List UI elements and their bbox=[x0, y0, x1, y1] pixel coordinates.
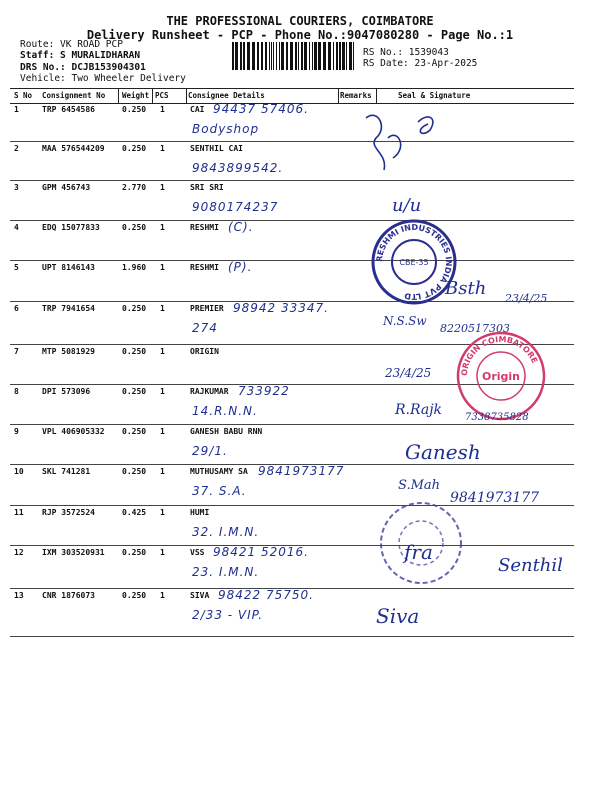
handwritten-phone: 94437 57406. bbox=[213, 102, 309, 116]
row-pcs: 1 bbox=[160, 387, 165, 396]
barcode-bar bbox=[252, 42, 255, 70]
barcode-bar bbox=[336, 42, 338, 70]
row-weight: 0.250 bbox=[122, 304, 147, 313]
row-pcs: 1 bbox=[160, 347, 165, 356]
table-row bbox=[10, 260, 574, 302]
row-weight: 0.250 bbox=[122, 223, 147, 232]
barcode-bar bbox=[346, 42, 347, 70]
row-consignee: ORIGIN bbox=[190, 347, 219, 356]
signature-6-name: N.S.Sw bbox=[383, 314, 427, 328]
handwritten-phone: 98942 33347. bbox=[233, 301, 329, 315]
row-consignee: PREMIER bbox=[190, 304, 224, 313]
row-weight: 0.425 bbox=[122, 508, 147, 517]
col-consignment: Consignment No bbox=[42, 91, 106, 100]
barcode-bar bbox=[271, 42, 272, 70]
row-pcs: 1 bbox=[160, 508, 165, 517]
barcode-bar bbox=[232, 42, 234, 70]
table-row bbox=[10, 141, 574, 181]
barcode-bar bbox=[318, 42, 321, 70]
signature-6-phone: 8220517303 bbox=[440, 322, 510, 335]
staff: Staff: S MURALIDHARAN bbox=[20, 50, 141, 61]
row-consignee: SIVA bbox=[190, 591, 210, 600]
row-consignment: UPT 8146143 bbox=[42, 263, 95, 272]
row-sno: 1 bbox=[14, 105, 19, 114]
row-consignee: SENTHIL CAI bbox=[190, 144, 243, 153]
handwritten-address: 9080174237 bbox=[192, 200, 279, 214]
row-consignment: DPI 573096 bbox=[42, 387, 91, 396]
row-weight: 0.250 bbox=[122, 427, 147, 436]
barcode-bar bbox=[235, 42, 238, 70]
signature-9: Ganesh bbox=[405, 440, 481, 464]
barcode-bar bbox=[328, 42, 331, 70]
handwritten-address: 9843899542. bbox=[192, 161, 284, 175]
barcode-bar bbox=[295, 42, 297, 70]
rs-date: RS Date: 23-Apr-2025 bbox=[363, 58, 478, 69]
row-pcs: 1 bbox=[160, 467, 165, 476]
row-consignee: CAI bbox=[190, 105, 205, 114]
table-row bbox=[10, 545, 574, 589]
row-consignee: MUTHUSAMY SA bbox=[190, 467, 248, 476]
row-consignment: TRP 7941654 bbox=[42, 304, 95, 313]
row-weight: 0.250 bbox=[122, 467, 147, 476]
handwritten-phone: 98422 75750. bbox=[218, 588, 314, 602]
barcode-bar bbox=[240, 42, 242, 70]
row-consignment: GPM 456743 bbox=[42, 183, 91, 192]
barcode-bar bbox=[279, 42, 280, 70]
barcode-bar bbox=[342, 42, 345, 70]
barcode-bar bbox=[304, 42, 307, 70]
stamp1-text: RESHMI INDUSTRIES INDIA PVT LTD bbox=[374, 222, 454, 302]
barcode-bar bbox=[314, 42, 317, 70]
signature-1-2 bbox=[358, 108, 448, 178]
row-consignment: EDQ 15077833 bbox=[42, 223, 100, 232]
handwritten-address: 29/1. bbox=[192, 444, 228, 458]
stamp1-inner: CBE-35 bbox=[399, 258, 429, 267]
signature-3: u/u bbox=[392, 195, 422, 216]
handwritten-address: 14.R.N.N. bbox=[192, 404, 258, 418]
rs-number: RS No.: 1539043 bbox=[363, 47, 449, 58]
barcode-bar bbox=[309, 42, 310, 70]
row-sno: 5 bbox=[14, 263, 19, 272]
barcode-bar bbox=[273, 42, 274, 70]
row-consignee: GANESH BABU RNN bbox=[190, 427, 263, 436]
barcode-bar bbox=[281, 42, 284, 70]
row-sno: 3 bbox=[14, 183, 19, 192]
vehicle: Vehicle: Two Wheeler Delivery bbox=[20, 73, 186, 84]
barcode-bar bbox=[286, 42, 288, 70]
handwritten-address: Bodyshop bbox=[192, 122, 260, 136]
handwritten-address: 2/33 - VIP. bbox=[192, 608, 264, 622]
barcode-bar bbox=[243, 42, 245, 70]
signature-12-a: fra bbox=[404, 540, 433, 564]
handwritten-address: 32. I.M.N. bbox=[192, 525, 260, 539]
signature-5: Bsth bbox=[445, 278, 487, 299]
row-weight: 2.770 bbox=[122, 183, 147, 192]
row-pcs: 1 bbox=[160, 304, 165, 313]
row-consignee: VSS bbox=[190, 548, 205, 557]
row-sno: 7 bbox=[14, 347, 19, 356]
row-pcs: 1 bbox=[160, 548, 165, 557]
row-weight: 0.250 bbox=[122, 105, 147, 114]
row-sno: 6 bbox=[14, 304, 19, 313]
row-pcs: 1 bbox=[160, 105, 165, 114]
handwritten-phone: (P). bbox=[228, 260, 253, 274]
col-pcs: PCS bbox=[155, 91, 169, 100]
barcode-bar bbox=[349, 42, 352, 70]
row-consignment: RJP 3572524 bbox=[42, 508, 95, 517]
stamp2-text: ORIGIN COIMBATORE bbox=[459, 334, 540, 377]
origin-stamp bbox=[455, 330, 547, 422]
row-consignment: MTP 5081929 bbox=[42, 347, 95, 356]
barcode-bar bbox=[247, 42, 250, 70]
barcode-bar bbox=[276, 42, 277, 70]
company-title: THE PROFESSIONAL COURIERS, COIMBATORE bbox=[166, 14, 434, 28]
barcode-bar bbox=[290, 42, 293, 70]
handwritten-phone: 98421 52016. bbox=[213, 545, 309, 559]
row-pcs: 1 bbox=[160, 263, 165, 272]
barcode bbox=[232, 42, 356, 70]
row-consignee: RAJKUMAR bbox=[190, 387, 229, 396]
row-sno: 2 bbox=[14, 144, 19, 153]
col-consignee: Consignee Details bbox=[188, 91, 265, 100]
row-pcs: 1 bbox=[160, 144, 165, 153]
row-sno: 11 bbox=[14, 508, 24, 517]
row-sno: 8 bbox=[14, 387, 19, 396]
route: Route: VK ROAD PCP bbox=[20, 39, 123, 50]
row-weight: 0.250 bbox=[122, 347, 147, 356]
row-consignee: RESHMI bbox=[190, 223, 219, 232]
row-sno: 13 bbox=[14, 591, 24, 600]
row-consignment: MAA 576544209 bbox=[42, 144, 105, 153]
barcode-bar bbox=[333, 42, 334, 70]
signature-8-phone: 7338735828 bbox=[465, 412, 529, 423]
row-weight: 0.250 bbox=[122, 387, 147, 396]
col-seal: Seal & Signature bbox=[398, 91, 471, 100]
handwritten-phone: 733922 bbox=[238, 384, 290, 398]
row-consignee: RESHMI bbox=[190, 263, 219, 272]
table-row bbox=[10, 424, 574, 465]
row-sno: 4 bbox=[14, 223, 19, 232]
handwritten-address: 23. I.M.N. bbox=[192, 565, 260, 579]
col-remarks: Remarks bbox=[340, 91, 372, 100]
table-row bbox=[10, 220, 574, 261]
row-consignee: HUMI bbox=[190, 508, 210, 517]
row-pcs: 1 bbox=[160, 427, 165, 436]
stamp2-inner: Origin bbox=[481, 370, 521, 383]
row-weight: 0.250 bbox=[122, 548, 147, 557]
signature-10-phone: 9841973177 bbox=[450, 490, 540, 506]
barcode-bar bbox=[353, 42, 354, 70]
barcode-bar bbox=[339, 42, 341, 70]
row-weight: 0.250 bbox=[122, 591, 147, 600]
signature-5-date: 23/4/25 bbox=[505, 292, 548, 305]
barcode-bar bbox=[261, 42, 263, 70]
barcode-bar bbox=[269, 42, 270, 70]
barcode-bar bbox=[257, 42, 259, 70]
row-consignment: VPL 406905332 bbox=[42, 427, 105, 436]
row-pcs: 1 bbox=[160, 183, 165, 192]
table-row bbox=[10, 505, 574, 546]
signature-7-date: 23/4/25 bbox=[385, 366, 432, 380]
row-sno: 9 bbox=[14, 427, 19, 436]
drs-number: DRS No.: DCJB153904301 bbox=[20, 62, 146, 73]
signature-13: Siva bbox=[376, 604, 420, 628]
signature-12: Senthil bbox=[498, 555, 563, 576]
row-sno: 12 bbox=[14, 548, 24, 557]
barcode-bar bbox=[301, 42, 303, 70]
row-consignment: SKL 741281 bbox=[42, 467, 91, 476]
table-row bbox=[10, 588, 574, 637]
row-sno: 10 bbox=[14, 467, 24, 476]
signature-10-name: S.Mah bbox=[398, 478, 441, 493]
col-weight: Weight bbox=[122, 91, 150, 100]
runsheet-subtitle: Delivery Runsheet - PCP - Phone No.:9047080280 - Page No.:1 bbox=[86, 28, 514, 42]
handwritten-address: 37. S.A. bbox=[192, 484, 247, 498]
row-consignee: SRI SRI bbox=[190, 183, 224, 192]
handwritten-address: 274 bbox=[192, 321, 218, 335]
signature-8-name: R.Rajk bbox=[395, 402, 443, 418]
table-row bbox=[10, 102, 574, 142]
table-row bbox=[10, 180, 574, 221]
barcode-bar bbox=[298, 42, 299, 70]
col-sno: S No bbox=[14, 91, 33, 100]
row-pcs: 1 bbox=[160, 223, 165, 232]
row-pcs: 1 bbox=[160, 591, 165, 600]
handwritten-phone: 9841973177 bbox=[258, 464, 345, 478]
row-weight: 1.960 bbox=[122, 263, 147, 272]
row-weight: 0.250 bbox=[122, 144, 147, 153]
barcode-bar bbox=[323, 42, 326, 70]
row-consignment: CNR 1876073 bbox=[42, 591, 95, 600]
barcode-bar bbox=[265, 42, 267, 70]
row-consignment: IXM 303520931 bbox=[42, 548, 105, 557]
barcode-bar bbox=[312, 42, 313, 70]
handwritten-phone: (C). bbox=[228, 220, 254, 234]
row-consignment: TRP 6454586 bbox=[42, 105, 95, 114]
